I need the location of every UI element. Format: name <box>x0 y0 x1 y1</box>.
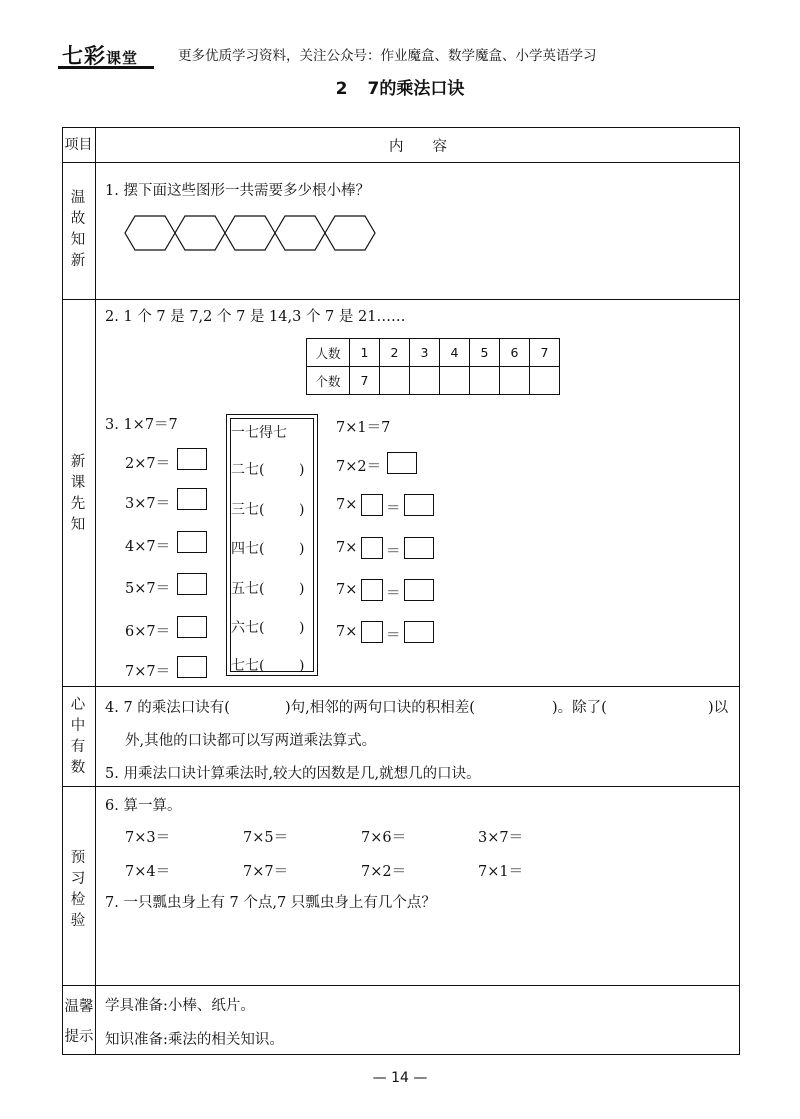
hexagon <box>125 216 175 250</box>
calc-item: 7×2＝ <box>361 864 407 880</box>
people-cell: 6 <box>500 339 530 367</box>
question-4-part-d: )以 <box>708 700 729 716</box>
rhyme-line <box>231 499 304 519</box>
row-label-people: 人数 <box>307 339 350 367</box>
answer-box[interactable] <box>404 621 434 643</box>
rhyme-line <box>231 578 304 598</box>
question-6: 6. 算一算。 <box>105 798 182 814</box>
section-preview: 新课先知 <box>70 454 86 533</box>
question-3: 3. 1×7＝7 <box>105 417 178 433</box>
row-divider <box>62 686 740 687</box>
answer-box[interactable] <box>404 579 434 601</box>
equation-eq: ＝ <box>386 544 401 560</box>
equation-eq: ＝ <box>386 586 401 602</box>
answer-box[interactable] <box>177 616 207 638</box>
page-title <box>0 74 800 99</box>
equation: 2×7＝ <box>125 456 171 472</box>
logo-sub: 课堂 <box>106 49 139 67</box>
rhyme-close: ) <box>299 658 305 674</box>
lesson-title: 7的乘法口诀 <box>367 79 465 99</box>
question-5: 5. 用乘法口诀计算乘法时,较大的因数是几,就想几的口诀。 <box>105 766 481 782</box>
question-2: 2. 1 个 7 是 7,2 个 7 是 14,3 个 7 是 21…… <box>105 309 406 325</box>
rhyme-close: ) <box>299 502 305 518</box>
equation-times: 7× <box>336 497 358 513</box>
equation: 4×7＝ <box>125 539 171 555</box>
count-cell[interactable] <box>470 367 500 395</box>
calc-item: 7×7＝ <box>243 864 289 880</box>
equation: 7×1＝7 <box>336 420 391 436</box>
question-4-line2: 外,其他的口诀都可以写两道乘法算式。 <box>125 733 377 749</box>
row-divider <box>62 299 740 300</box>
question-1: 1. 摆下面这些图形一共需要多少根小棒？ <box>105 183 370 199</box>
factor-box[interactable] <box>361 537 383 559</box>
answer-box[interactable] <box>404 494 434 516</box>
hexagon <box>275 216 325 250</box>
hexagon <box>325 216 375 250</box>
answer-box[interactable] <box>177 488 207 510</box>
page-number: — 14 — <box>372 1070 428 1086</box>
rhyme-line <box>231 617 304 637</box>
rhyme-line <box>231 459 304 479</box>
tips-knowledge: 知识准备:乘法的相关知识。 <box>105 1032 284 1048</box>
table-row <box>307 339 560 367</box>
logo-underline <box>58 66 154 69</box>
calc-item: 7×6＝ <box>361 830 407 846</box>
count-cell[interactable] <box>530 367 560 395</box>
calc-item: 7×5＝ <box>243 830 289 846</box>
people-cell: 3 <box>410 339 440 367</box>
header-note: 更多优质学习资料，关注公众号：作业魔盒、数学魔盒、小学英语学习 <box>178 48 597 64</box>
calc-item: 7×4＝ <box>125 864 171 880</box>
answer-box[interactable] <box>177 448 207 470</box>
section-mind: 心中有数 <box>70 697 86 776</box>
equation: 5×7＝ <box>125 581 171 597</box>
rhyme-text: 四七( <box>231 541 265 557</box>
equation-eq: ＝ <box>386 501 401 517</box>
equation-times: 7× <box>336 624 358 640</box>
question-7: 7. 一只瓢虫身上有 7 个点,7 只瓢虫身上有几个点？ <box>105 895 436 911</box>
question-4-part-a: 4. 7 的乘法口诀有( <box>105 700 230 716</box>
answer-box[interactable] <box>177 656 207 678</box>
rhyme-close: ) <box>299 541 305 557</box>
question-4-part-c: )。除了( <box>552 700 607 716</box>
calc-item: 3×7＝ <box>478 830 524 846</box>
people-cell: 1 <box>350 339 380 367</box>
rhyme-close: ) <box>299 462 305 478</box>
people-cell: 4 <box>440 339 470 367</box>
section-tips: 温馨提示 <box>64 999 94 1045</box>
hexagon <box>175 216 225 250</box>
rhyme-close: ) <box>299 581 305 597</box>
tips-tools: 学具准备:小棒、纸片。 <box>105 998 255 1014</box>
rhyme-text: 二七( <box>231 462 265 478</box>
people-cell: 2 <box>380 339 410 367</box>
rhyme-text: 七七( <box>231 658 265 674</box>
people-cell: 7 <box>530 339 560 367</box>
rhyme-close: ) <box>299 620 305 636</box>
row-divider <box>62 162 740 163</box>
equation: 3×7＝ <box>125 496 171 512</box>
header-content: 内 容 <box>389 139 447 155</box>
question-4-part-b: )句,相邻的两句口诀的积相差( <box>285 700 475 716</box>
factor-box[interactable] <box>361 579 383 601</box>
hexagon-row <box>123 214 379 252</box>
rhyme-text: 六七( <box>231 620 265 636</box>
factor-box[interactable] <box>361 621 383 643</box>
count-cell[interactable] <box>440 367 470 395</box>
answer-box[interactable] <box>404 537 434 559</box>
calc-item: 7×3＝ <box>125 830 171 846</box>
rhyme-text: 三七( <box>231 502 265 518</box>
count-cell[interactable] <box>380 367 410 395</box>
row-divider <box>62 786 740 787</box>
table-row <box>307 367 560 395</box>
section-check: 预习检验 <box>70 850 86 929</box>
lesson-number: 2 <box>335 79 348 99</box>
count-cell[interactable] <box>500 367 530 395</box>
section-review: 温故知新 <box>70 190 86 269</box>
factor-box[interactable] <box>361 494 383 516</box>
column-divider <box>95 127 96 1055</box>
people-cell: 5 <box>470 339 500 367</box>
rhyme-line <box>231 655 304 675</box>
rhyme-line <box>231 538 304 558</box>
equation: 6×7＝ <box>125 624 171 640</box>
logo-main: 七彩 <box>62 44 106 68</box>
count-cell: 7 <box>350 367 380 395</box>
row-divider <box>62 985 740 986</box>
answer-box[interactable] <box>177 531 207 553</box>
equation: 7×7＝ <box>125 664 171 680</box>
header-item: 项目 <box>64 137 93 153</box>
calc-item: 7×1＝ <box>478 864 524 880</box>
equation: 7×2＝ <box>336 459 382 475</box>
answer-box[interactable] <box>177 573 207 595</box>
row-label-count: 个数 <box>307 367 350 395</box>
count-cell[interactable] <box>410 367 440 395</box>
count-table <box>306 338 560 395</box>
hexagon <box>225 216 275 250</box>
equation-times: 7× <box>336 582 358 598</box>
rhyme-line: 一七得七 <box>231 425 287 441</box>
rhyme-text: 五七( <box>231 581 265 597</box>
equation-times: 7× <box>336 540 358 556</box>
answer-box[interactable] <box>387 452 417 474</box>
equation-eq: ＝ <box>386 628 401 644</box>
